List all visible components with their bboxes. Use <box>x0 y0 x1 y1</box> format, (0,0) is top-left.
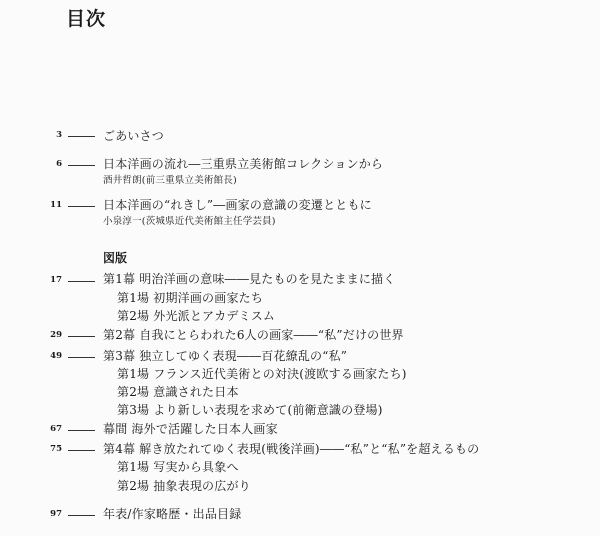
essay-author: 酒井哲朗(前三重県立美術館長) <box>103 175 237 186</box>
toc-entry-essay-1[interactable]: 日本洋画の流れ―三重県立美術館コレクションから <box>103 157 384 171</box>
toc-entry-scene[interactable]: 第2場 抽象表現の広がり <box>117 479 251 493</box>
leader-dash <box>68 430 95 431</box>
section-heading-plates: 図版 <box>103 251 128 265</box>
page-number: 17 <box>50 275 62 285</box>
toc-entry-act-3[interactable]: 第3幕 独立してゆく表現――百花繚乱の“私” <box>103 349 348 363</box>
toc-entry-scene[interactable]: 第3場 より新しい表現を求めて(前衛意識の登場) <box>117 403 383 417</box>
leader-dash <box>68 336 95 337</box>
toc-entry-scene[interactable]: 第1場 初期洋画の画家たち <box>117 291 264 305</box>
essay-author: 小泉淳一(茨城県近代美術館主任学芸員) <box>103 216 276 227</box>
toc-entry-act-2[interactable]: 第2幕 自我にとらわれた6人の画家――“私”だけの世界 <box>103 328 404 342</box>
toc-entry-essay-2[interactable]: 日本洋画の“れきし”―画家の意識の変遷とともに <box>103 198 372 212</box>
leader-dash <box>68 515 95 516</box>
toc-title: 目次 <box>66 8 107 30</box>
page-number: 97 <box>50 509 62 519</box>
toc-entry-appendix[interactable]: 年表/作家略歴・出品目録 <box>103 507 242 521</box>
toc-entry-act-1[interactable]: 第1幕 明治洋画の意味――見たものを見たままに描く <box>103 272 396 286</box>
leader-dash <box>68 206 95 207</box>
page-number: 67 <box>50 424 62 434</box>
leader-dash <box>68 165 95 166</box>
page-number: 49 <box>50 351 62 361</box>
leader-dash <box>68 450 95 451</box>
toc-entry-intermission[interactable]: 幕間 海外で活躍した日本人画家 <box>103 422 278 436</box>
toc-entry-scene[interactable]: 第1場 写実から具象へ <box>117 460 239 474</box>
leader-dash <box>68 357 95 358</box>
toc-entry-greeting[interactable]: ごあいさつ <box>103 129 165 143</box>
page-number: 3 <box>56 130 62 140</box>
page-number: 29 <box>50 330 62 340</box>
leader-dash <box>68 136 95 137</box>
toc-entry-act-4[interactable]: 第4幕 解き放たれてゆく表現(戦後洋画)――“私”と“私”を超えるもの <box>103 442 480 456</box>
page-number: 11 <box>50 200 62 210</box>
toc-entry-scene[interactable]: 第2場 外光派とアカデミスム <box>117 309 276 323</box>
page-number: 75 <box>50 444 62 454</box>
toc-entry-scene[interactable]: 第1場 フランス近代美術との対決(渡欧する画家たち) <box>117 367 407 381</box>
leader-dash <box>68 281 95 282</box>
toc-entry-scene[interactable]: 第2場 意識された日本 <box>117 385 239 399</box>
page-number: 6 <box>56 159 62 169</box>
